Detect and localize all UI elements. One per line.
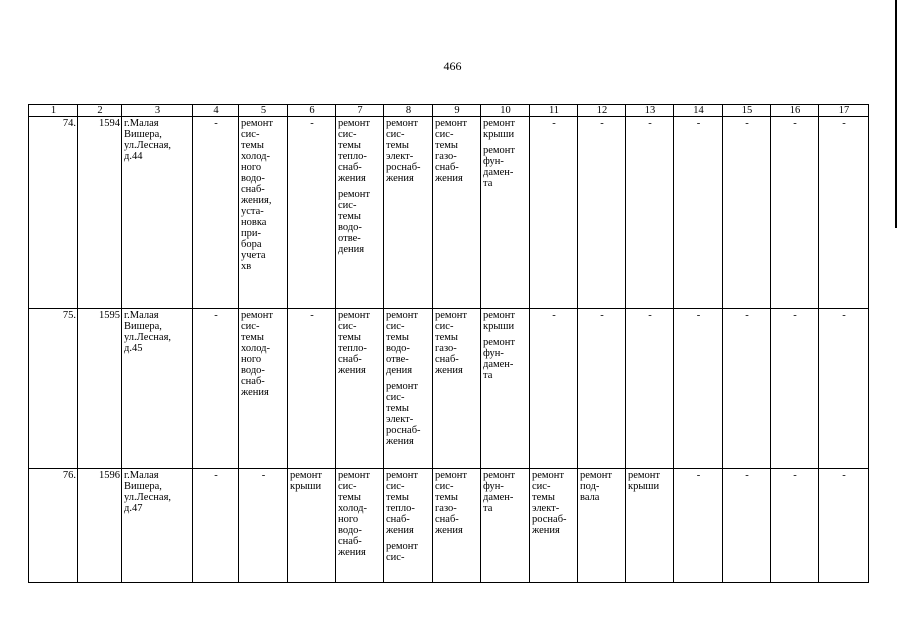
cell-text-line: дамен- (483, 359, 514, 370)
column-header: 9 (433, 105, 481, 117)
cell-text-line: г.Малая (124, 470, 159, 481)
cell-text-line: ного (241, 162, 262, 173)
cell-text-line: сис- (338, 481, 357, 492)
cell-text-line: холод- (338, 503, 367, 514)
cell-paragraph (483, 118, 528, 140)
cell-text-line: газо- (435, 343, 457, 354)
table-cell (122, 117, 193, 309)
cell-text-line: Вишера, (124, 321, 162, 332)
header-row (29, 105, 869, 117)
table-cell (239, 309, 288, 469)
column-header: 13 (626, 105, 674, 117)
cell-text-line: снаб- (241, 376, 265, 387)
cell-text-line: газо- (435, 151, 457, 162)
table-cell (481, 117, 530, 309)
table-cell: - (771, 117, 819, 309)
cell-text-line: г.Малая (124, 310, 159, 321)
cell-text-line: отве- (386, 354, 409, 365)
cell-paragraph (483, 337, 528, 381)
table-cell: - (288, 309, 336, 469)
cell-paragraph (124, 310, 191, 354)
cell-text-line: д.47 (124, 503, 143, 514)
cell-text-line: д.45 (124, 343, 143, 354)
table-cell: - (626, 309, 674, 469)
cell-paragraph (483, 470, 528, 514)
cell-text-line: ного (241, 354, 262, 365)
cell-text-line: ремонт (483, 470, 516, 481)
column-header: 8 (384, 105, 433, 117)
cell-text-line: ремонт (241, 310, 274, 321)
cell-text-line: ремонт (338, 470, 371, 481)
column-header: 11 (530, 105, 578, 117)
cell-text-line: жения (338, 365, 366, 376)
cell-text-line: ремонт (483, 145, 516, 156)
cell-text-line: тепло- (338, 343, 367, 354)
cell-paragraph (124, 118, 191, 162)
table-cell: - (819, 309, 869, 469)
table-cell: - (530, 117, 578, 309)
table-cell: - (530, 309, 578, 469)
cell-text-line: фун- (483, 156, 504, 167)
cell-text-line: ремонт (580, 470, 613, 481)
cell-text-line: жения (532, 525, 560, 536)
cell-text-line: Вишера, (124, 129, 162, 140)
cell-text-line: роснаб- (386, 162, 421, 173)
cell-text-line: ремонт (290, 470, 323, 481)
cell-text-line: ул.Лесная, (124, 140, 172, 151)
cell-text-line: жения (338, 173, 366, 184)
table-cell: - (193, 309, 239, 469)
cell-text-line: ремонт (386, 118, 419, 129)
table-cell: - (819, 469, 869, 583)
cell-paragraph (338, 189, 382, 255)
table-cell (433, 309, 481, 469)
cell-text-line: темы (338, 211, 361, 222)
cell-text-line: холод- (241, 151, 270, 162)
column-header: 14 (674, 105, 723, 117)
column-header: 3 (122, 105, 193, 117)
table-cell (336, 469, 384, 583)
table-cell: - (723, 469, 771, 583)
cell-text-line: ремонт (338, 310, 371, 321)
cell-text-line: тепло- (338, 151, 367, 162)
cell-text-line: крыши (483, 321, 515, 332)
cell-text-line: темы (338, 492, 361, 503)
cell-text-line: водо- (241, 365, 265, 376)
table-cell (384, 309, 433, 469)
margin-rule (895, 0, 897, 228)
column-header: 17 (819, 105, 869, 117)
cell-text-line: та (483, 503, 493, 514)
cell-text-line: снаб- (338, 536, 362, 547)
cell-text-line: сис- (435, 129, 454, 140)
cell-text-line: роснаб- (532, 514, 567, 525)
cell-text-line: темы (386, 403, 409, 414)
cell-text-line: темы (338, 140, 361, 151)
cell-text-line: Вишера, (124, 481, 162, 492)
cell-text-line: роснаб- (386, 425, 421, 436)
cell-text-line: жения (435, 173, 463, 184)
cell-text-line: д.44 (124, 151, 143, 162)
cell-paragraph (435, 470, 479, 536)
cell-text-line: сис- (435, 481, 454, 492)
cell-text-line: ремонт (386, 381, 419, 392)
cell-text-line: ремонт (386, 470, 419, 481)
cell-text-line: жения, (241, 195, 272, 206)
cell-text-line: снаб- (435, 514, 459, 525)
repair-schedule-table (28, 104, 869, 583)
table-cell: - (578, 309, 626, 469)
table-row (29, 309, 869, 469)
cell-text-line: сис- (386, 481, 405, 492)
cell-text-line: ремонт (386, 310, 419, 321)
table-cell (433, 117, 481, 309)
cell-text-line: тепло- (386, 503, 415, 514)
cell-text-line: водо- (241, 173, 265, 184)
cell-text-line: дамен- (483, 492, 514, 503)
cell-text-line: сис- (241, 129, 260, 140)
table-cell (288, 469, 336, 583)
column-header: 6 (288, 105, 336, 117)
cell-text-line: уста- (241, 206, 264, 217)
cell-paragraph (241, 310, 286, 398)
cell-text-line: ремонт (338, 189, 371, 200)
cell-text-line: фун- (483, 348, 504, 359)
table-cell: 75. (29, 309, 78, 469)
cell-text-line: хв (241, 261, 252, 272)
cell-text-line: темы (435, 140, 458, 151)
cell-text-line: сис- (386, 321, 405, 332)
cell-text-line: г.Малая (124, 118, 159, 129)
cell-text-line: ремонт (338, 118, 371, 129)
cell-text-line: элект- (386, 414, 414, 425)
table-row (29, 117, 869, 309)
table-cell: - (771, 469, 819, 583)
cell-text-line: сис- (241, 321, 260, 332)
cell-paragraph (580, 470, 624, 503)
cell-text-line: дамен- (483, 167, 514, 178)
table-cell: - (626, 117, 674, 309)
cell-paragraph (241, 118, 286, 272)
table-cell (626, 469, 674, 583)
table-cell: - (239, 469, 288, 583)
cell-text-line: крыши (628, 481, 660, 492)
table-cell: - (723, 117, 771, 309)
cell-text-line: при- (241, 228, 261, 239)
cell-paragraph (386, 118, 431, 184)
cell-paragraph (386, 381, 431, 447)
cell-text-line: жения (435, 365, 463, 376)
column-header: 4 (193, 105, 239, 117)
cell-text-line: жения (338, 547, 366, 558)
cell-text-line: водо- (338, 222, 362, 233)
cell-text-line: водо- (338, 525, 362, 536)
cell-text-line: та (483, 370, 493, 381)
cell-text-line: темы (435, 492, 458, 503)
cell-paragraph (338, 310, 382, 376)
cell-text-line: та (483, 178, 493, 189)
table-cell: - (674, 117, 723, 309)
cell-text-line: снаб- (435, 354, 459, 365)
cell-paragraph (338, 470, 382, 558)
table-cell: - (674, 469, 723, 583)
table-cell: - (193, 469, 239, 583)
cell-text-line: дения (338, 244, 365, 255)
cell-text-line: ремонт (532, 470, 565, 481)
table-cell: - (819, 117, 869, 309)
column-header: 2 (78, 105, 122, 117)
table-cell: 74. (29, 117, 78, 309)
cell-text-line: бора (241, 239, 262, 250)
cell-text-line: вала (580, 492, 600, 503)
table-cell (578, 469, 626, 583)
cell-text-line: ул.Лесная, (124, 332, 172, 343)
column-header: 15 (723, 105, 771, 117)
cell-text-line: жения (386, 173, 414, 184)
cell-text-line: снаб- (435, 162, 459, 173)
cell-paragraph (124, 470, 191, 514)
table-cell (239, 117, 288, 309)
table-cell (122, 469, 193, 583)
cell-text-line: сис- (338, 129, 357, 140)
cell-text-line: темы (435, 332, 458, 343)
cell-text-line: темы (386, 332, 409, 343)
cell-text-line: элект- (532, 503, 560, 514)
column-header: 12 (578, 105, 626, 117)
cell-text-line: сис- (386, 129, 405, 140)
cell-paragraph (483, 310, 528, 332)
cell-text-line: крыши (290, 481, 322, 492)
cell-text-line: темы (386, 140, 409, 151)
cell-text-line: фун- (483, 481, 504, 492)
table-cell (336, 309, 384, 469)
cell-text-line: сис- (532, 481, 551, 492)
table-cell (336, 117, 384, 309)
cell-text-line: сис- (386, 392, 405, 403)
cell-text-line: темы (241, 332, 264, 343)
cell-text-line: темы (338, 332, 361, 343)
cell-text-line: новка (241, 217, 267, 228)
table-cell: 1596 (78, 469, 122, 583)
cell-paragraph (532, 470, 576, 536)
cell-text-line: ремонт (435, 310, 468, 321)
cell-paragraph (483, 145, 528, 189)
table-cell: 1594 (78, 117, 122, 309)
cell-paragraph (338, 118, 382, 184)
table-cell (433, 469, 481, 583)
cell-text-line: отве- (338, 233, 361, 244)
table-cell (481, 469, 530, 583)
cell-text-line: сис- (386, 552, 405, 563)
cell-paragraph (386, 310, 431, 376)
cell-text-line: ул.Лесная, (124, 492, 172, 503)
cell-text-line: учета (241, 250, 266, 261)
column-header: 16 (771, 105, 819, 117)
table-cell (122, 309, 193, 469)
column-header: 10 (481, 105, 530, 117)
cell-text-line: водо- (386, 343, 410, 354)
table-cell: 1595 (78, 309, 122, 469)
table-row (29, 469, 869, 583)
cell-text-line: крыши (483, 129, 515, 140)
cell-text-line: жения (241, 387, 269, 398)
cell-paragraph (290, 470, 334, 492)
cell-text-line: сис- (435, 321, 454, 332)
cell-text-line: ного (338, 514, 359, 525)
cell-paragraph (386, 541, 431, 563)
page-number: 466 (443, 59, 462, 73)
cell-text-line: ремонт (628, 470, 661, 481)
cell-text-line: ремонт (435, 118, 468, 129)
table-cell: 76. (29, 469, 78, 583)
cell-text-line: снаб- (338, 354, 362, 365)
table-cell: - (193, 117, 239, 309)
cell-text-line: сис- (338, 321, 357, 332)
cell-text-line: под- (580, 481, 600, 492)
cell-text-line: снаб- (241, 184, 265, 195)
cell-text-line: газо- (435, 503, 457, 514)
cell-text-line: ремонт (483, 118, 516, 129)
cell-text-line: темы (386, 492, 409, 503)
cell-text-line: темы (532, 492, 555, 503)
table-cell: - (771, 309, 819, 469)
cell-text-line: ремонт (483, 310, 516, 321)
cell-text-line: темы (241, 140, 264, 151)
table-cell: - (723, 309, 771, 469)
cell-text-line: жения (386, 525, 414, 536)
table-cell (384, 117, 433, 309)
cell-text-line: холод- (241, 343, 270, 354)
cell-text-line: жения (435, 525, 463, 536)
cell-text-line: снаб- (386, 514, 410, 525)
cell-paragraph (628, 470, 672, 492)
cell-text-line: дения (386, 365, 413, 376)
column-header: 1 (29, 105, 78, 117)
table-cell (530, 469, 578, 583)
cell-text-line: элект- (386, 151, 414, 162)
table-cell (384, 469, 433, 583)
cell-text-line: ремонт (435, 470, 468, 481)
cell-text-line: снаб- (338, 162, 362, 173)
cell-text-line: ремонт (386, 541, 419, 552)
cell-text-line: ремонт (241, 118, 274, 129)
cell-text-line: ремонт (483, 337, 516, 348)
table-cell (481, 309, 530, 469)
cell-text-line: жения (386, 436, 414, 447)
table-cell: - (674, 309, 723, 469)
cell-text-line: сис- (338, 200, 357, 211)
column-header: 7 (336, 105, 384, 117)
cell-paragraph (435, 310, 479, 376)
table-cell: - (578, 117, 626, 309)
cell-paragraph (435, 118, 479, 184)
column-header: 5 (239, 105, 288, 117)
table-cell: - (288, 117, 336, 309)
cell-paragraph (386, 470, 431, 536)
